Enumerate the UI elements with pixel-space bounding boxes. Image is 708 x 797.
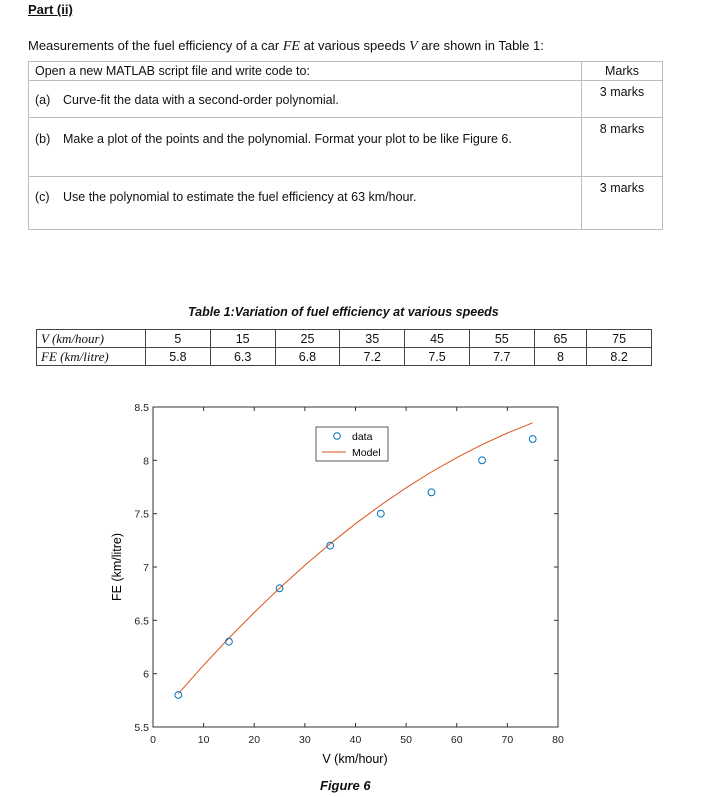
- efficiency-cell: 7.2: [340, 348, 405, 366]
- task-text-c: Use the polynomial to estimate the fuel efficiency at 63 km/hour.: [63, 190, 417, 204]
- y-tick-label: 6.5: [134, 615, 149, 628]
- task-row-a: [29, 81, 663, 118]
- speed-cell: 5: [146, 330, 211, 348]
- task-header-text: Open a new MATLAB script file and write code to:: [35, 64, 310, 78]
- x-tick-label: 40: [349, 734, 362, 746]
- efficiency-cell: 8.2: [587, 348, 652, 366]
- x-tick-label: 20: [248, 734, 261, 746]
- figure-6-chart: [0, 395, 708, 775]
- intro-post: are shown in Table 1:: [417, 38, 544, 53]
- task-text-b: Make a plot of the points and the polynomial. Format your plot to be like Figure 6.: [63, 132, 512, 146]
- part-heading: Part (ii): [28, 2, 73, 17]
- marks-text-b: 8 marks: [599, 122, 645, 136]
- legend: [316, 427, 388, 461]
- speed-cell: 75: [587, 330, 652, 348]
- speed-cell: 25: [275, 330, 340, 348]
- intro-fe-symbol: FE: [282, 39, 300, 54]
- data-table: [36, 329, 652, 366]
- table-caption: Table 1:Variation of fuel efficiency at various speeds: [188, 305, 499, 319]
- efficiency-row-label: FE (km/litre): [37, 348, 146, 366]
- y-tick-label: 8.5: [134, 402, 149, 414]
- task-table: [28, 61, 663, 230]
- figure-caption: Figure 6: [320, 778, 371, 793]
- speed-cell: 15: [210, 330, 275, 348]
- legend-model-label: Model: [352, 447, 381, 459]
- efficiency-cell: 6.3: [210, 348, 275, 366]
- x-tick-label: 50: [400, 734, 412, 746]
- x-tick-label: 80: [552, 734, 564, 746]
- intro-v-symbol: V: [409, 39, 418, 54]
- task-cell-b: [29, 118, 582, 177]
- x-tick-label: 0: [150, 734, 156, 746]
- marks-header-text: Marks: [604, 64, 640, 78]
- task-row-c: [29, 177, 663, 230]
- marks-text-c: 3 marks: [599, 181, 645, 195]
- speed-row-label: V (km/hour): [37, 330, 146, 348]
- marks-text-a: 3 marks: [599, 85, 645, 99]
- marks-cell-b: [582, 118, 663, 177]
- x-axis-label: V (km/hour): [322, 752, 388, 766]
- y-tick-label: 8: [143, 455, 149, 468]
- intro-text: [28, 38, 544, 55]
- task-cell-c: [29, 177, 582, 230]
- efficiency-cell: 7.5: [405, 348, 470, 366]
- x-tick-label: 70: [501, 734, 514, 746]
- legend-data-label: data: [352, 431, 373, 443]
- y-tick-label: 7: [143, 562, 149, 574]
- speed-cell: 45: [405, 330, 470, 348]
- task-header-cell: [29, 62, 582, 81]
- task-table-header-row: [29, 62, 663, 81]
- efficiency-cell: 7.7: [469, 348, 534, 366]
- marks-cell-a: [582, 81, 663, 118]
- marks-cell-c: [582, 177, 663, 230]
- y-axis-label: FE (km/litre): [110, 532, 124, 602]
- task-text-a: Curve-fit the data with a second-order polynomial.: [63, 93, 339, 107]
- data-row-speed: [37, 330, 652, 348]
- task-letter-a: (a): [35, 93, 51, 107]
- x-tick-label: 30: [299, 734, 311, 746]
- intro-pre: Measurements of the fuel efficiency of a car: [28, 38, 283, 53]
- data-row-efficiency: [37, 348, 652, 366]
- y-tick-label: 7.5: [134, 508, 149, 521]
- x-tick-label: 60: [450, 734, 463, 746]
- speed-cell: 65: [534, 330, 587, 348]
- y-tick-label: 5.5: [134, 722, 149, 734]
- efficiency-cell: 8: [534, 348, 587, 366]
- task-letter-c: (c): [35, 190, 50, 204]
- efficiency-cell: 5.8: [146, 348, 211, 366]
- speed-cell: 55: [469, 330, 534, 348]
- task-letter-b: (b): [35, 132, 51, 146]
- speed-cell: 35: [340, 330, 405, 348]
- task-row-b: [29, 118, 663, 177]
- task-cell-a: [29, 81, 582, 118]
- intro-mid: at various speeds: [299, 38, 410, 53]
- y-tick-label: 6: [143, 668, 149, 681]
- efficiency-cell: 6.8: [275, 348, 340, 366]
- marks-header-cell: [582, 62, 663, 81]
- x-tick-label: 10: [197, 734, 210, 746]
